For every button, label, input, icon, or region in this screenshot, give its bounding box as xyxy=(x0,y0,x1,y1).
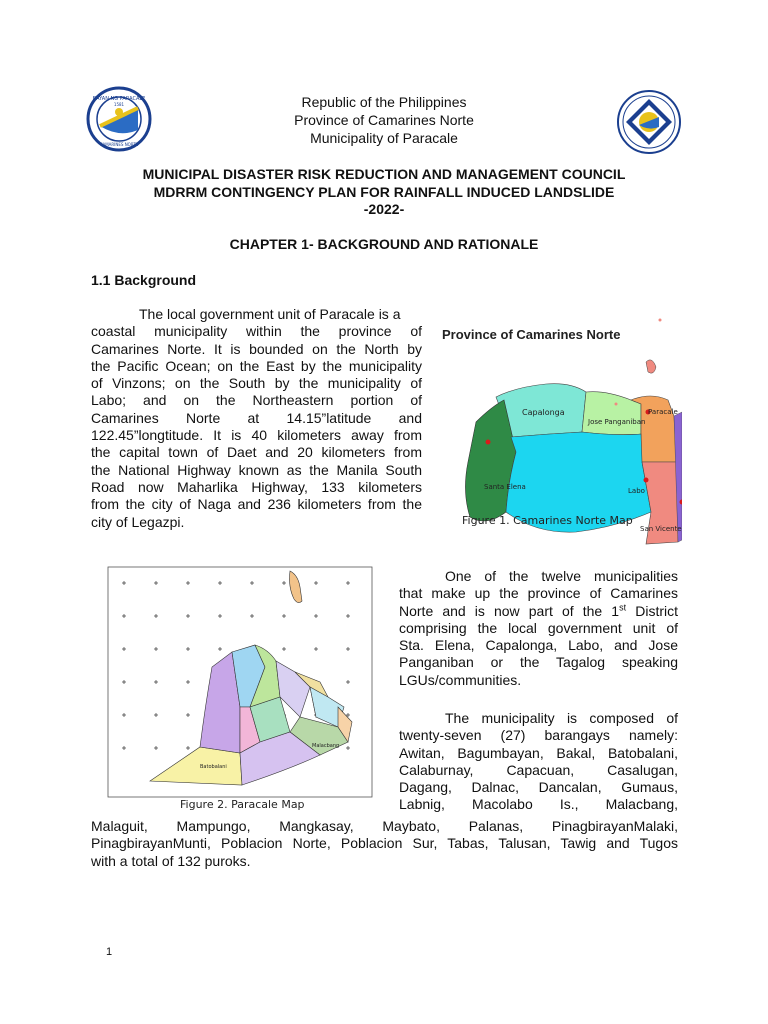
paragraph-district xyxy=(399,568,678,689)
para2-line xyxy=(399,603,678,620)
map1-label-jose: Jose Panganiban xyxy=(588,418,646,426)
header-line-2: Province of Camarines Norte xyxy=(294,112,474,128)
para2-line: Sta. Elena, Capalonga, Labo, and Jose xyxy=(399,637,678,654)
map2-label-malacbang: Malacbang xyxy=(312,743,340,749)
para3-line: The municipality is composed of xyxy=(445,710,678,726)
para1-line: Camarines Norte. It is bounded on the North by xyxy=(91,340,422,357)
seal-bottom-text: CAMARINES NORTE xyxy=(99,142,139,147)
paracale-seal xyxy=(86,86,152,152)
title-line-2: MDRRM CONTINGENCY PLAN FOR RAINFALL INDUCED LANDSLIDE xyxy=(153,184,615,200)
para1-line: Labo; and on the Northeastern portion of xyxy=(91,392,422,409)
paragraph-barangays xyxy=(399,710,678,814)
para1-line: Road now Maharlika Highway, 133 kilometers xyxy=(91,478,422,495)
header-line-1: Republic of the Philippines xyxy=(301,94,467,110)
para1-line: from the city of Naga and 236 kilometers from the xyxy=(91,496,422,513)
map1-label-sta-elena: Santa Elena xyxy=(484,483,526,491)
paragraph-barangays-wide xyxy=(91,818,678,870)
para1-line: The local government unit of Paracale is a xyxy=(139,306,401,322)
para1-line: of Vinzons; on the South by the municipality of xyxy=(91,375,422,392)
para2-line: LGUs/communities. xyxy=(399,671,522,688)
title-line-3: -2022- xyxy=(363,201,405,217)
paragraph-background xyxy=(91,306,422,531)
para2-line: Panganiban or the Tagalog speaking xyxy=(399,654,678,671)
para3-line: twenty-seven (27) barangays namely: xyxy=(399,727,678,744)
camarines-norte-map xyxy=(436,312,682,550)
para1-line: the Pacific Ocean; on the East by the municipality xyxy=(91,357,422,374)
map2-label-batobalani: Batobalani xyxy=(200,764,227,770)
para1-line: 122.45”longtitude. It is 40 kilometers away from xyxy=(91,427,422,444)
seal-ring-text: BAYAN NG PARACALE xyxy=(92,96,146,102)
para3-line: Calaburnay, Capacuan, Casalugan, xyxy=(399,761,678,778)
para3-wide-line: PinagbirayanMunti, Poblacion Norte, Poblacion Sur, Tabas, Talusan, Tawig and Tugos xyxy=(91,835,678,852)
para3-line: Awitan, Bagumbayan, Bakal, Batobalani, xyxy=(399,744,678,761)
para1-line: Camarines Norte at 14.15”latitude and xyxy=(91,409,422,426)
map1-caption: Figure 1. Camarines Norte Map xyxy=(462,514,633,527)
para2-line3-sup: st xyxy=(619,601,627,612)
section-heading: 1.1 Background xyxy=(91,272,197,288)
para3-line: Dagang, Dalnac, Dancalan, Gumaus, xyxy=(399,779,678,796)
para2-line: One of the twelve municipalities xyxy=(445,568,678,584)
map2-caption: Figure 2. Paracale Map xyxy=(180,798,305,811)
para3-wide-line: with a total of 132 puroks. xyxy=(91,852,251,869)
chapter-title: CHAPTER 1- BACKGROUND AND RATIONALE xyxy=(229,236,539,252)
title-line-1: MUNICIPAL DISASTER RISK REDUCTION AND MANAGEMENT COUNCIL xyxy=(142,166,626,182)
para1-line: the capital town of Daet and 20 kilometers from xyxy=(91,444,422,461)
map1-label-capalonga: Capalonga xyxy=(522,408,565,417)
paracale-map xyxy=(90,557,380,800)
para3-line: Labnig, Macolabo Is., Malacbang, xyxy=(399,796,678,813)
map1-title: Province of Camarines Norte xyxy=(442,327,621,342)
page-number: 1 xyxy=(106,946,113,958)
para1-line: the National Highway known as the Manila South xyxy=(91,461,422,478)
para2-line3-pre: Norte and is now part of the 1 xyxy=(399,602,620,619)
seal-year: 1581 xyxy=(113,102,125,107)
para1-line: coastal municipality within the province of xyxy=(91,323,422,340)
para1-line: city of Legazpi. xyxy=(91,513,185,530)
map1-label-labo: Labo xyxy=(628,487,645,495)
header-line-3: Municipality of Paracale xyxy=(310,130,458,146)
para2-line: that make up the province of Camarines xyxy=(399,585,678,602)
para2-line: comprising the local government unit of xyxy=(399,619,678,636)
para3-wide-line: Malaguit, Mampungo, Mangkasay, Maybato, Palanas, PinagbirayanMalaki, xyxy=(91,818,678,834)
para2-line3-post: District xyxy=(626,602,678,619)
map1-label-san-vicente: San Vicente xyxy=(640,525,682,533)
map1-label-paracale: Paracale xyxy=(648,408,678,416)
mdrrmc-seal xyxy=(616,89,682,155)
